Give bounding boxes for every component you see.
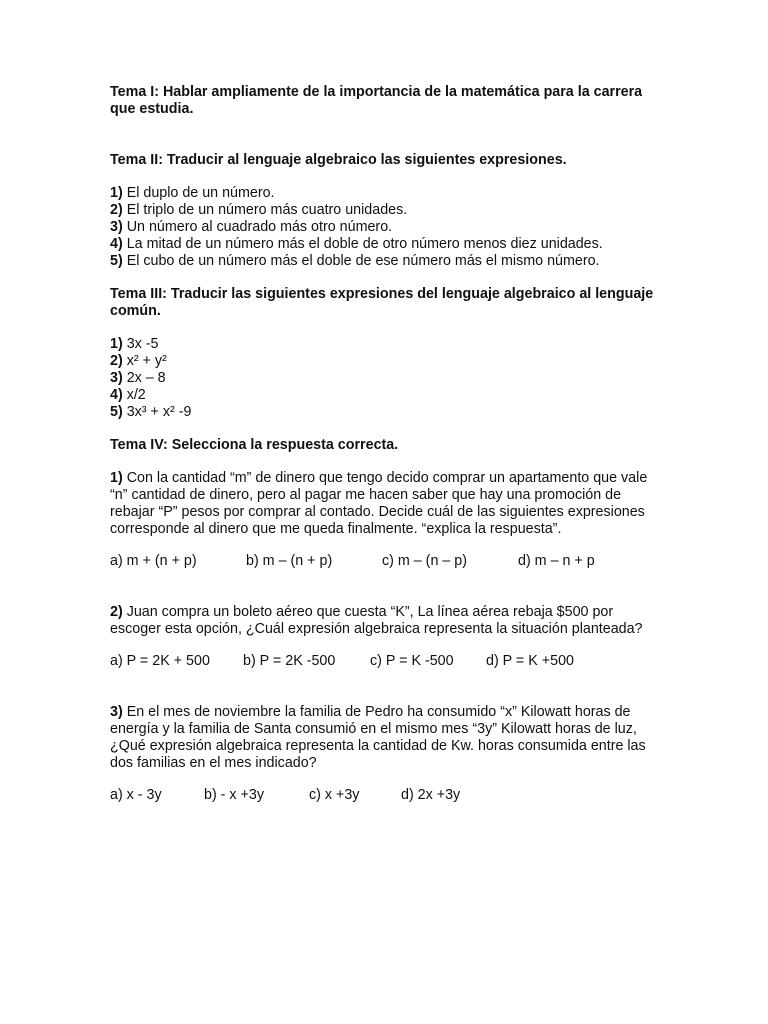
spacer bbox=[110, 270, 658, 286]
question-body: Juan compra un boleto aéreo que cuesta “K”, La línea aérea rebaja $500 por escoger esta opción, ¿Cuál expresión algebraica representa la situación planteada? bbox=[110, 604, 643, 637]
spacer bbox=[110, 670, 658, 704]
tema-2-heading: Tema II: Traducir al lenguaje algebraico las siguientes expresiones. bbox=[110, 152, 567, 168]
tema-2-item bbox=[110, 236, 658, 253]
tema-1-heading: Tema I: Hablar ampliamente de la importancia de la matemática para la carrera que estudia. bbox=[110, 84, 643, 117]
spacer bbox=[110, 570, 658, 604]
item-number: 4) bbox=[110, 236, 123, 252]
question-number: 3) bbox=[110, 704, 123, 720]
item-text: La mitad de un número más el doble de otro número menos diez unidades. bbox=[122, 236, 603, 252]
option-b: b) m – (n + p) bbox=[246, 553, 333, 569]
spacer bbox=[110, 320, 658, 336]
option-d: d) P = K +500 bbox=[486, 653, 574, 669]
question-text bbox=[110, 704, 658, 772]
item-number: 2) bbox=[110, 353, 123, 369]
spacer bbox=[110, 118, 658, 152]
tema-2-item bbox=[110, 219, 658, 236]
option-c: c) x +3y bbox=[309, 787, 360, 803]
item-number: 2) bbox=[110, 202, 123, 218]
option-b: b) - x +3y bbox=[204, 787, 264, 803]
option-c: c) P = K -500 bbox=[370, 653, 454, 669]
spacer bbox=[110, 772, 658, 787]
tema-2-item bbox=[110, 202, 658, 219]
tema-3-item bbox=[110, 404, 658, 421]
tema-3-item bbox=[110, 336, 658, 353]
tema-2-list bbox=[110, 185, 658, 270]
question-text bbox=[110, 604, 658, 638]
tema-2-item bbox=[110, 253, 658, 270]
item-text: 2x – 8 bbox=[122, 370, 166, 386]
option-d: d) m – n + p bbox=[518, 553, 595, 569]
tema-3-item bbox=[110, 370, 658, 387]
tema-3-item bbox=[110, 387, 658, 404]
option-a: a) x - 3y bbox=[110, 787, 162, 803]
question-body: Con la cantidad “m” de dinero que tengo decido comprar un apartamento que vale “n” cantidad de dinero, pero al pagar me hacen saber que hay una promoción de rebajar “P” pesos por comprar al contado. Decide cuál de las siguientes expresiones corresponde al dinero que me queda finalmente. “explica la respuesta”. bbox=[110, 470, 648, 537]
tema-2-item bbox=[110, 185, 658, 202]
tema-3-list bbox=[110, 336, 658, 421]
tema-3-item bbox=[110, 353, 658, 370]
item-text: El triplo de un número más cuatro unidades. bbox=[122, 202, 408, 218]
question-2 bbox=[110, 604, 658, 670]
spacer bbox=[110, 169, 658, 185]
item-text: El cubo de un número más el doble de ese número más el mismo número. bbox=[122, 253, 600, 269]
question-3 bbox=[110, 704, 658, 804]
item-text: Un número al cuadrado más otro número. bbox=[122, 219, 393, 235]
spacer bbox=[110, 421, 658, 437]
option-c: c) m – (n – p) bbox=[382, 553, 468, 569]
answer-options bbox=[110, 553, 658, 570]
item-number: 5) bbox=[110, 404, 123, 420]
tema-3-heading: Tema III: Traducir las siguientes expresiones del lenguaje algebraico al lenguaje común. bbox=[110, 286, 654, 319]
question-number: 2) bbox=[110, 604, 123, 620]
document-page bbox=[110, 84, 658, 804]
question-text bbox=[110, 470, 658, 538]
item-text: 3x -5 bbox=[122, 336, 159, 352]
spacer bbox=[110, 638, 658, 653]
option-a: a) m + (n + p) bbox=[110, 553, 197, 569]
answer-options bbox=[110, 787, 658, 804]
question-1 bbox=[110, 470, 658, 570]
spacer bbox=[110, 454, 658, 470]
spacer bbox=[110, 538, 658, 553]
item-number: 3) bbox=[110, 219, 123, 235]
item-number: 5) bbox=[110, 253, 123, 269]
item-text: 3x³ + x² -9 bbox=[122, 404, 192, 420]
item-text: El duplo de un número. bbox=[122, 185, 275, 201]
question-body: En el mes de noviembre la familia de Pedro ha consumido “x” Kilowatt horas de energía y la familia de Santa consumió en el mismo mes “3y” Kilowatt horas de luz, ¿Qué expresión algebraica representa la cantidad de Kw. horas consumida entre las dos familias en el mes indicado? bbox=[110, 704, 646, 771]
item-number: 3) bbox=[110, 370, 123, 386]
item-number: 4) bbox=[110, 387, 123, 403]
question-number: 1) bbox=[110, 470, 123, 486]
item-number: 1) bbox=[110, 185, 123, 201]
option-d: d) 2x +3y bbox=[401, 787, 461, 803]
option-b: b) P = 2K -500 bbox=[243, 653, 336, 669]
tema-4-heading: Tema IV: Selecciona la respuesta correcta. bbox=[110, 437, 399, 453]
option-a: a) P = 2K + 500 bbox=[110, 653, 210, 669]
answer-options bbox=[110, 653, 658, 670]
item-text: x² + y² bbox=[122, 353, 167, 369]
item-number: 1) bbox=[110, 336, 123, 352]
item-text: x/2 bbox=[122, 387, 146, 403]
